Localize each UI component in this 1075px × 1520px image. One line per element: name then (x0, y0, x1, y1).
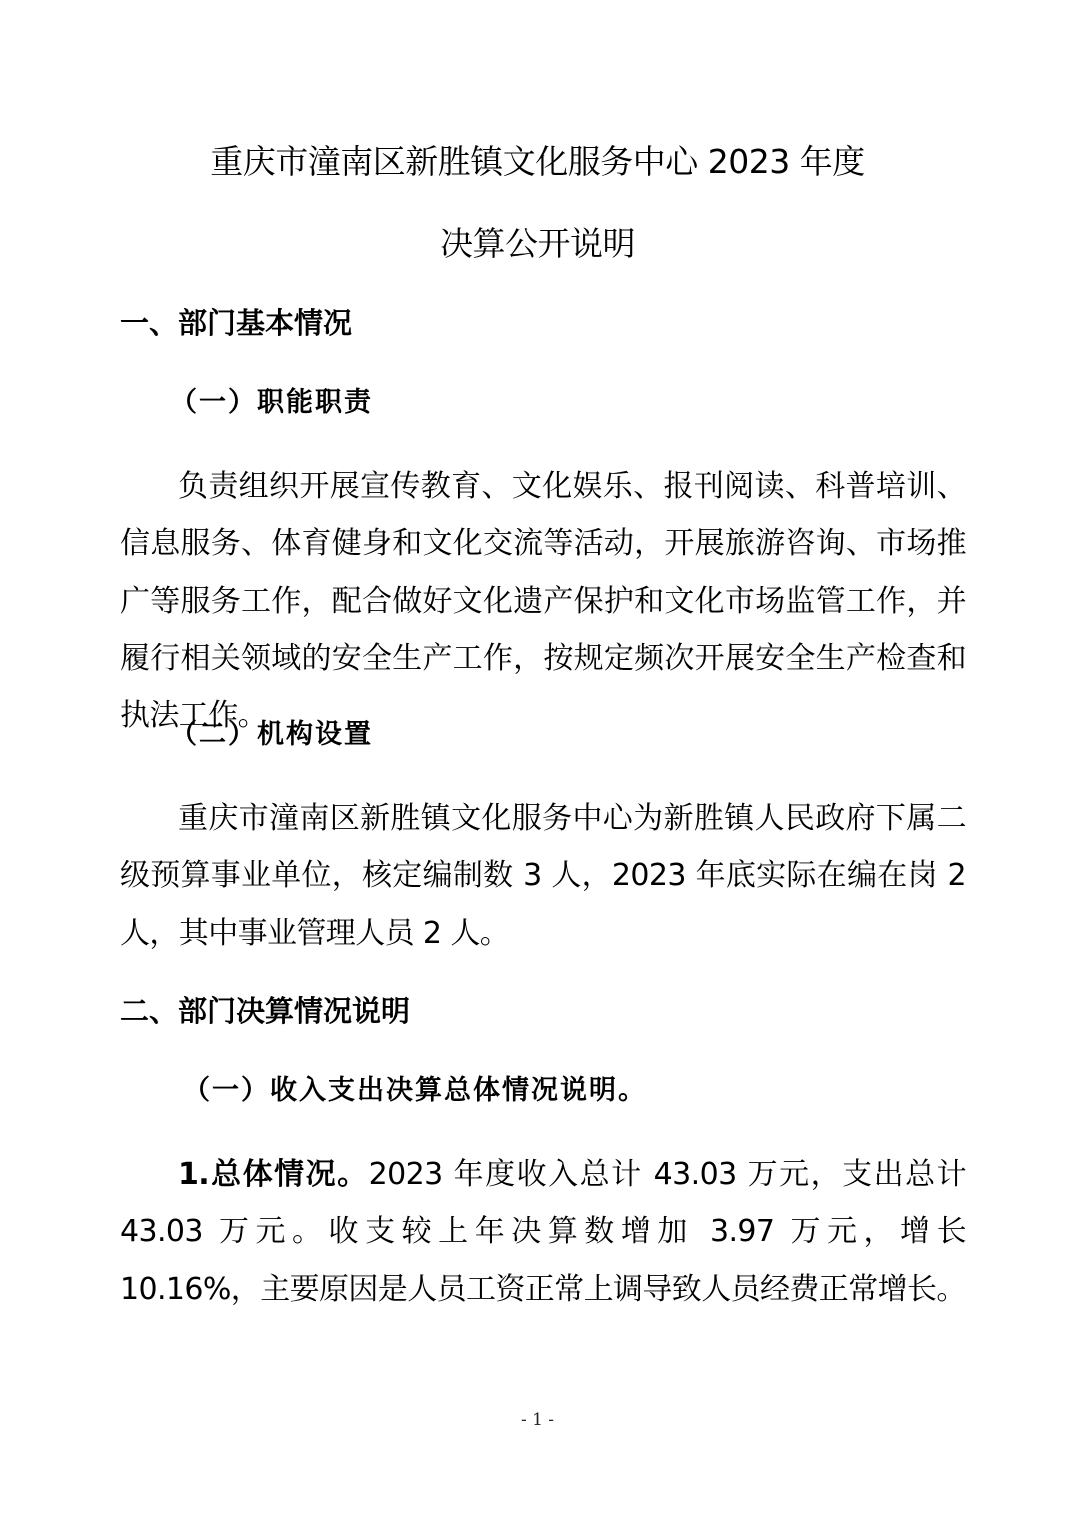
section-1-sub-2-heading: （二）机构设置 (170, 719, 373, 750)
document-title-line-2: 决算公开说明 (440, 224, 635, 263)
section-2-item-1-body: 2023 年度收入总计 43.03 万元，支出总计 43.03 万元。收支较上年决算数增加 3.97 万元，增长 10.16%，主要原因是人员工资正常上调导致人员经费正常增长。 (120, 1157, 966, 1307)
section-2-item-1-lead: 1.总体情况。 (178, 1157, 369, 1192)
section-1-sub-2-body: 重庆市潼南区新胜镇文化服务中心为新胜镇人民政府下属二级预算事业单位，核定编制数 3 人，2023 年底实际在编在岗 2 人，其中事业管理人员 2 人。 (120, 801, 966, 951)
document-title-line-1: 重庆市潼南区新胜镇文化服务中心 2023 年度 (210, 142, 865, 181)
section-2-sub-1-heading: （一）收入支出决算总体情况说明。 (183, 1075, 647, 1106)
page-number: - 1 - (520, 1410, 555, 1430)
section-1-sub-1-heading: （一）职能职责 (170, 387, 373, 418)
section-1-heading: 一、部门基本情况 (120, 306, 353, 340)
section-2-item-1-paragraph (120, 1146, 966, 1318)
section-1-sub-1-body: 负责组织开展宣传教育、文化娱乐、报刊阅读、科普培训、信息服务、体育健身和文化交流等活动，开展旅游咨询、市场推广等服务工作，配合做好文化遗产保护和文化市场监管工作，并履行相关领域的安全生产工作，按规定频次开展安全生产检查和执法工作。 (120, 469, 966, 734)
section-2-heading: 二、部门决算情况说明 (120, 994, 411, 1028)
